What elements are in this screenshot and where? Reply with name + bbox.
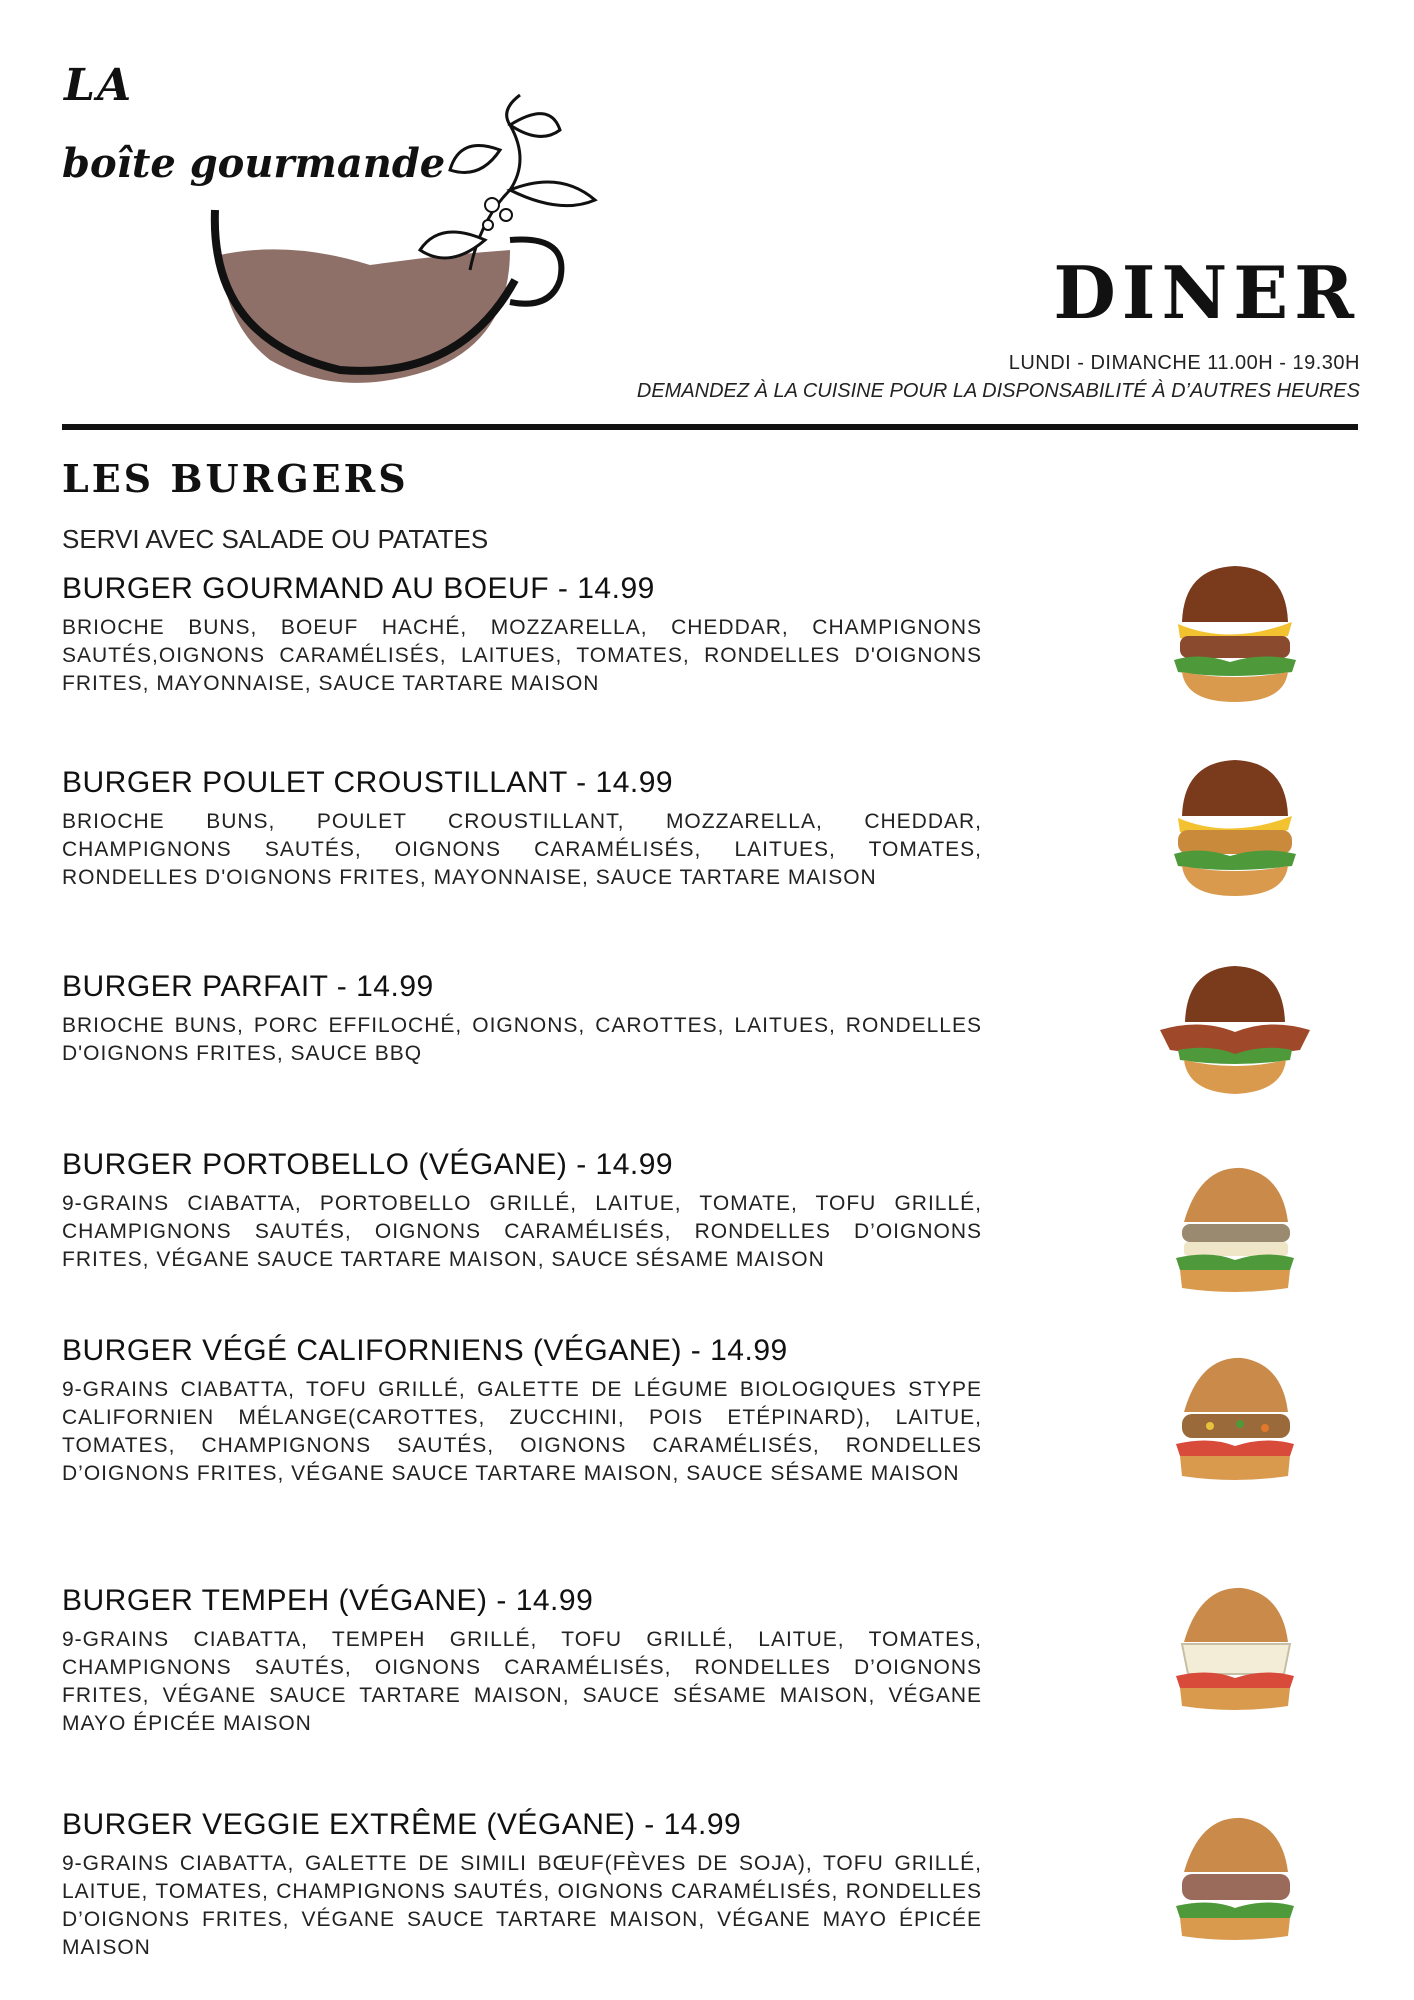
menu-item-header <box>62 1334 982 1368</box>
header-divider <box>62 424 1358 430</box>
menu-item-price: 14.99 <box>577 572 655 605</box>
menu-item-description: 9-GRAINS CIABATTA, PORTOBELLO GRILLÉ, LAITUE, TOMATE, TOFU GRILLÉ, CHAMPIGNONS SAUTÉS, OIGNONS CARAMÉLISÉS, RONDELLES D’OIGNONS FRITES, VÉGANE SAUCE TARTARE MAISON, SAUCE SÉSAME MAISON <box>62 1192 982 1271</box>
menu-item-separator: - <box>635 1808 664 1841</box>
menu-item <box>62 1334 982 1488</box>
menu-item-price: 14.99 <box>595 766 674 799</box>
restaurant-logo <box>40 40 640 400</box>
portobello-burger-icon <box>1170 1160 1300 1310</box>
section-title: LES BURGERS <box>62 456 409 501</box>
menu-item-name: BURGER TEMPEH (VÉGANE) <box>62 1584 488 1617</box>
menu-item-name: BURGER VEGGIE EXTRÊME (VÉGANE) <box>62 1808 636 1841</box>
menu-item-name: BURGER GOURMAND AU BOEUF <box>62 572 550 605</box>
menu-item-description: 9-GRAINS CIABATTA, TOFU GRILLÉ, GALETTE DE LÉGUME BIOLOGIQUES STYPE CALIFORNIEN MÉLANGE(CAROTTES, ZUCCHINI, POIS ETÉPINARD), LAITUE, TOMATES, CHAMPIGNONS SAUTÉS, OIGNONS CARAMÉLISÉS, RONDELLES D’OIGNONS FRITES, VÉGANE SAUCE TARTARE MAISON, SAUCE SÉSAME MAISON <box>62 1378 982 1485</box>
menu-item-header <box>62 1584 982 1618</box>
logo-text-name: boîte gourmande <box>62 140 446 187</box>
menu-item-header <box>62 572 982 606</box>
menu-item <box>62 572 982 698</box>
menu-item-price: 14.99 <box>710 1334 788 1367</box>
menu-item-price: 14.99 <box>515 1584 594 1617</box>
chicken-burger-icon <box>1170 754 1300 904</box>
pulled-pork-burger-icon <box>1150 960 1320 1110</box>
menu-item-price: 14.99 <box>663 1808 742 1841</box>
menu-item-header <box>62 970 982 1004</box>
menu-item <box>62 970 982 1068</box>
menu-item <box>62 1584 982 1738</box>
menu-item <box>62 1148 982 1274</box>
menu-item-separator: - <box>487 1584 516 1617</box>
menu-item-separator: - <box>567 766 596 799</box>
menu-item-description: 9-GRAINS CIABATTA, GALETTE DE SIMILI BŒUF(FÈVES DE SOJA), TOFU GRILLÉ, LAITUE, TOMATES, CHAMPIGNONS SAUTÉS, OIGNONS CARAMÉLISÉS, RONDELLES D’OIGNONS FRITES, VÉGANE SAUCE TARTARE MAISON, VÉGANE MAYO ÉPICÉE MAISON <box>62 1852 982 1959</box>
menu-item-name: BURGER POULET CROUSTILLANT <box>62 766 568 799</box>
menu-item-separator: - <box>681 1334 711 1367</box>
menu-item-price: 14.99 <box>356 970 434 1003</box>
menu-item-name: BURGER VÉGÉ CALIFORNIENS (VÉGANE) <box>62 1334 682 1367</box>
menu-item-header <box>62 1148 982 1182</box>
menu-item-separator: - <box>549 572 578 605</box>
menu-title: DINER <box>1053 250 1360 335</box>
veggie-burger-icon <box>1170 1350 1300 1500</box>
menu-item-name: BURGER PORTOBELLO (VÉGANE) <box>62 1148 568 1181</box>
menu-item-header <box>62 1808 982 1842</box>
menu-item-price: 14.99 <box>595 1148 674 1181</box>
extreme-veggie-burger-icon <box>1170 1810 1300 1960</box>
menu-item-description: BRIOCHE BUNS, POULET CROUSTILLANT, MOZZARELLA, CHEDDAR, CHAMPIGNONS SAUTÉS, OIGNONS CARAMÉLISÉS, LAITUES, TOMATES, RONDELLES D'OIGNONS FRITES, MAYONNAISE, SAUCE TARTARE MAISON <box>62 810 982 889</box>
tempeh-burger-icon <box>1170 1580 1300 1730</box>
menu-item <box>62 1808 982 1962</box>
section-subtitle: SERVI AVEC SALADE OU PATATES <box>62 524 489 554</box>
menu-item-name: BURGER PARFAIT <box>62 970 328 1003</box>
menu-item-description: BRIOCHE BUNS, BOEUF HACHÉ, MOZZARELLA, CHEDDAR, CHAMPIGNONS SAUTÉS,OIGNONS CARAMÉLISÉS, LAITUES, TOMATES, RONDELLES D'OIGNONS FRITES, MAYONNAISE, SAUCE TARTARE MAISON <box>62 616 982 695</box>
availability-note: DEMANDEZ À LA CUISINE POUR LA DISPONSABILITÉ À D’AUTRES HEURES <box>636 380 1360 402</box>
menu-item-separator: - <box>567 1148 596 1181</box>
menu-item-description: 9-GRAINS CIABATTA, TEMPEH GRILLÉ, TOFU GRILLÉ, LAITUE, TOMATES, CHAMPIGNONS SAUTÉS, OIGNONS CARAMÉLISÉS, RONDELLES D’OIGNONS FRITES, VÉGANE SAUCE TARTARE MAISON, SAUCE SÉSAME MAISON, VÉGANE MAYO ÉPICÉE MAISON <box>62 1628 982 1735</box>
menu-item-description: BRIOCHE BUNS, PORC EFFILOCHÉ, OIGNONS, CAROTTES, LAITUES, RONDELLES D'OIGNONS FRITES, SAUCE BBQ <box>62 1014 982 1065</box>
menu-item <box>62 766 982 892</box>
beef-burger-icon <box>1170 560 1300 710</box>
opening-hours: LUNDI - DIMANCHE 11.00H - 19.30H <box>1008 352 1360 374</box>
menu-item-separator: - <box>327 970 357 1003</box>
logo-text-la: LA <box>64 60 134 111</box>
menu-item-header <box>62 766 982 800</box>
